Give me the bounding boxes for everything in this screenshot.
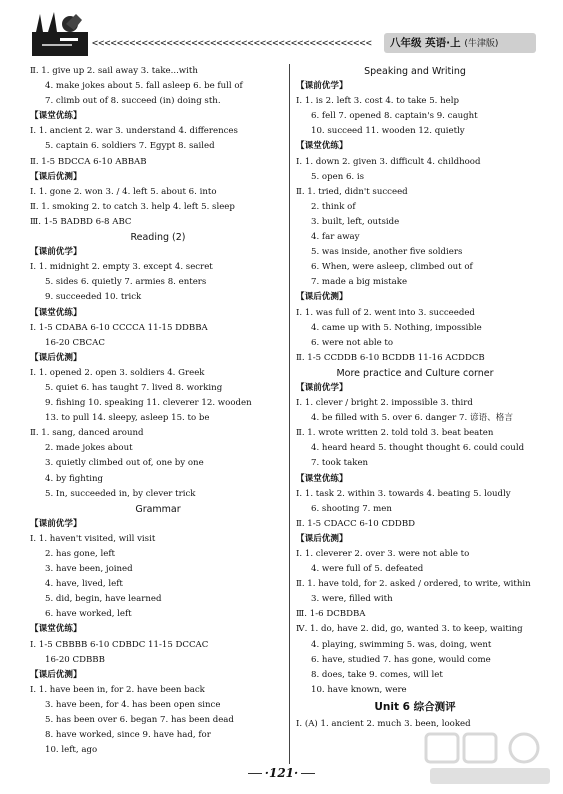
answer-line: Ⅰ. 1. gone 2. won 3. / 4. left 5. about 6. into xyxy=(30,186,217,197)
answer-line-continued: 9. succeeded 10. trick xyxy=(45,292,142,303)
header-decoration-icon xyxy=(30,10,92,58)
page-header xyxy=(0,0,563,62)
answer-line: Ⅰ. 1. cleverer 2. over 3. were not able to xyxy=(296,549,470,559)
answer-line-continued: 6. have, studied 7. has gone, would come xyxy=(311,654,491,665)
section-label: 【课堂优练】 xyxy=(30,111,82,122)
answer-line: Ⅰ. 1. haven't visited, will visit xyxy=(30,533,156,544)
answer-line-continued: 5. was inside, another five soldiers xyxy=(311,247,463,258)
answer-line-continued: 5. captain 6. soldiers 7. Egypt 8. sailed xyxy=(45,141,215,152)
answer-line-continued: 2. think of xyxy=(311,201,356,212)
answer-line-continued: 5. has been over 6. began 7. has been dead xyxy=(45,715,234,726)
answer-line-continued: 3. were, filled with xyxy=(311,594,393,605)
answer-line-continued: 7. made a big mistake xyxy=(311,277,408,288)
answer-line-continued: 10. have known, were xyxy=(311,684,407,695)
section-label: 【课堂优练】 xyxy=(30,307,82,318)
answer-line: Ⅰ. 1. task 2. within 3. towards 4. beating 5. loudly xyxy=(296,488,511,499)
answer-line: Ⅰ. 1. was full of 2. went into 3. succeeded xyxy=(296,307,475,318)
section-label: 【课堂优练】 xyxy=(296,141,348,152)
answer-line: Ⅱ. 1. tried, didn't succeed xyxy=(296,186,408,197)
answer-column-left xyxy=(30,64,286,758)
answer-line: Ⅰ. 1. clever / bright 2. impossible 3. third xyxy=(296,398,473,409)
answer-line-continued: 4. make jokes about 5. fall asleep 6. be full of xyxy=(45,81,243,92)
answer-line-continued: 4. came up with 5. Nothing, impossible xyxy=(311,322,482,333)
answer-line: Ⅱ. 1. smoking 2. to catch 3. help 4. left 5. sleep xyxy=(30,201,235,212)
answer-line: Ⅱ. 1-5 CCDDB 6-10 BCDDB 11-16 ACDDCB xyxy=(296,352,485,363)
unit-heading: Unit 6 综合测评 xyxy=(374,700,456,713)
answer-line-continued: 10. succeed 11. wooden 12. quietly xyxy=(311,126,465,137)
answer-line: Ⅰ. 1-5 CDABA 6-10 CCCCA 11-15 DDBBA xyxy=(30,322,208,333)
section-heading: More practice and Culture corner xyxy=(336,367,494,379)
answer-line-continued: 8. does, take 9. comes, will let xyxy=(311,669,443,680)
section-label: 【课堂优练】 xyxy=(30,624,82,635)
section-label: 【课后优测】 xyxy=(30,352,82,363)
answer-line: Ⅰ. 1-5 CBBBB 6-10 CDBDC 11-15 DCCAC xyxy=(30,639,209,650)
grade-label: 八年级 xyxy=(390,37,422,49)
section-heading: Grammar xyxy=(135,503,181,515)
section-label: 【课后优测】 xyxy=(296,292,348,303)
answer-line-continued: 6. shooting 7. men xyxy=(311,503,392,514)
section-label: 【课前优学】 xyxy=(296,81,348,92)
grade-subject-badge xyxy=(384,33,536,53)
section-heading: Speaking and Writing xyxy=(364,66,466,77)
watermark-logo-icon xyxy=(420,728,560,790)
answer-line: Ⅱ. 1. have told, for 2. asked / ordered, to write, within xyxy=(296,579,531,590)
answer-line: Ⅱ. 1. give up 2. sail away 3. take...with xyxy=(30,66,198,76)
answer-line-continued: 5. sides 6. quietly 7. armies 8. enters xyxy=(45,277,207,288)
answer-line-continued: 10. left, ago xyxy=(45,745,98,756)
section-label: 【课前优学】 xyxy=(30,518,82,529)
answer-line: Ⅱ. 1. wrote written 2. told told 3. beat beaten xyxy=(296,428,494,439)
answer-line-continued: 5. did, begin, have learned xyxy=(45,594,162,605)
answer-line-continued: 3. have been, joined xyxy=(45,564,133,575)
answer-line-continued: 5. open 6. is xyxy=(311,171,365,182)
answer-line-continued: 4. by fighting xyxy=(45,473,104,484)
section-label: 【课后优测】 xyxy=(30,669,82,680)
column-divider xyxy=(289,64,290,764)
section-label: 【课后优测】 xyxy=(296,533,348,544)
answer-line-continued: 6. fell 7. opened 8. captain's 9. caught xyxy=(311,111,478,122)
answer-line-continued: 3. have been, for 4. has been open since xyxy=(45,699,221,710)
answer-line-continued: 16-20 CBCAC xyxy=(45,337,105,348)
answer-line: Ⅰ. 1. opened 2. open 3. soldiers 4. Greek xyxy=(30,367,205,378)
answer-line-continued: 8. have worked, since 9. have had, for xyxy=(45,730,211,741)
answer-line-continued: 2. has gone, left xyxy=(45,549,115,559)
answer-line-continued: 4. be filled with 5. over 6. danger 7. 谚语、格言 xyxy=(311,413,513,424)
answer-line: Ⅱ. 1-5 BDCCA 6-10 ABBAB xyxy=(30,156,147,167)
answer-line-continued: 4. were full of 5. defeated xyxy=(311,564,424,575)
answer-line-continued: 13. to pull 14. sleepy, asleep 15. to be xyxy=(45,413,210,424)
answer-line: Ⅰ. 1. midnight 2. empty 3. except 4. secret xyxy=(30,262,213,273)
answer-line: Ⅲ. 1-6 DCBDBA xyxy=(296,609,366,620)
page-number: ·121· xyxy=(0,766,563,780)
answer-line-continued: 5. In, succeeded in, by clever trick xyxy=(45,488,196,499)
answer-line-continued: 4. playing, swimming 5. was, doing, went xyxy=(311,639,492,650)
answer-line: Ⅰ. (A) 1. ancient 2. much 3. been, looked xyxy=(296,718,471,729)
answer-line-continued: 3. built, left, outside xyxy=(311,216,400,227)
answer-line: Ⅰ. 1. is 2. left 3. cost 4. to take 5. help xyxy=(296,96,460,107)
answer-line: Ⅰ. 1. ancient 2. war 3. understand 4. differences xyxy=(30,126,238,137)
answer-line-continued: 4. heard heard 5. thought thought 6. could could xyxy=(311,443,525,454)
answer-line-continued: 4. have, lived, left xyxy=(45,579,123,590)
answer-line-continued: 2. made jokes about xyxy=(45,443,133,454)
answer-line-continued: 16-20 CDBBB xyxy=(45,654,105,665)
answer-line: Ⅱ. 1-5 CDACC 6-10 CDDBD xyxy=(296,518,416,529)
answer-line-continued: 5. quiet 6. has taught 7. lived 8. working xyxy=(45,382,223,393)
edition-label: (牛津版) xyxy=(464,39,499,49)
answer-line-continued: 7. climb out of 8. succeed (in) doing sth. xyxy=(45,96,221,107)
answer-line: Ⅳ. 1. do, have 2. did, go, wanted 3. to keep, waiting xyxy=(296,624,523,635)
answer-line-continued: 4. far away xyxy=(311,232,360,243)
answer-line: Ⅱ. 1. sang, danced around xyxy=(30,428,144,439)
section-heading: Reading (2) xyxy=(130,232,186,244)
answer-line-continued: 6. When, were asleep, climbed out of xyxy=(311,262,473,273)
section-label: 【课前优学】 xyxy=(30,247,82,258)
page-number-value: 121 xyxy=(268,766,295,780)
section-label: 【课后优测】 xyxy=(30,171,82,182)
answer-line-continued: 9. fishing 10. speaking 11. cleverer 12. wooden xyxy=(45,398,252,409)
answer-line: Ⅲ. 1-5 BADBD 6-8 ABC xyxy=(30,216,132,227)
answer-line-continued: 3. quietly climbed out of, one by one xyxy=(45,458,204,469)
section-label: 【课堂优练】 xyxy=(296,473,348,484)
subject-label: 英语·上 xyxy=(425,37,461,49)
answer-line: Ⅰ. 1. have been in, for 2. have been back xyxy=(30,684,205,695)
answer-column-right xyxy=(296,64,534,732)
section-label: 【课前优学】 xyxy=(296,382,348,393)
header-chevron-rule: <<<<<<<<<<<<<<<<<<<<<<<<<<<<<<<<<<<<<<<<<<<<< xyxy=(92,38,372,49)
answer-line-continued: 6. were not able to xyxy=(311,337,394,348)
answer-line: Ⅰ. 1. down 2. given 3. difficult 4. childhood xyxy=(296,156,481,167)
answer-line-continued: 7. took taken xyxy=(311,458,369,469)
answer-line-continued: 6. have worked, left xyxy=(45,609,132,620)
